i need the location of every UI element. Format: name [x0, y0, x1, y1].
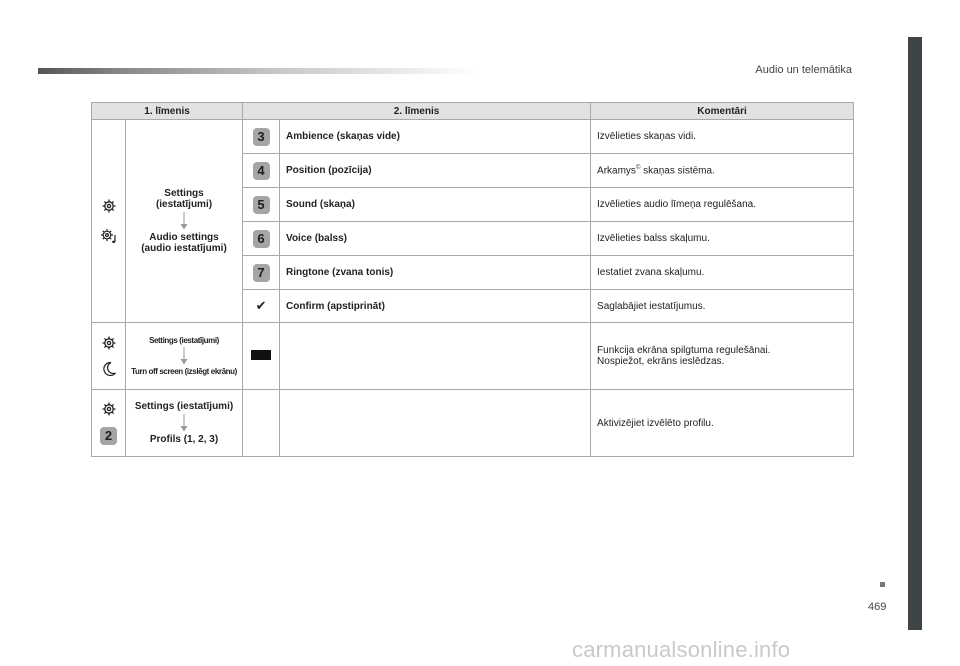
- audio-settings-icon: [100, 228, 118, 244]
- option-comment: Saglabājiet iestatījumus.: [591, 290, 854, 323]
- option-name: Voice (balss): [280, 222, 591, 256]
- level1-settings-label: Settings (iestatījumi): [134, 401, 234, 412]
- level1-icons-cell: [92, 390, 126, 457]
- down-arrow-icon: [180, 347, 188, 365]
- gear-icon: [101, 198, 117, 214]
- table-row: [92, 120, 854, 154]
- option-comment: Izvēlieties audio līmeņa regulēšana.: [591, 188, 854, 222]
- gear-icon: [101, 401, 117, 417]
- down-arrow-icon: [180, 414, 188, 432]
- option-name-empty: [280, 390, 591, 457]
- level1-turn-off-screen-label: Turn off screen (izslēgt ekrānu): [131, 367, 237, 376]
- option-name: Ambience (skaņas vide): [280, 120, 591, 154]
- option-comment: Iestatiet zvana skaļumu.: [591, 256, 854, 290]
- option-comment: Izvēlieties skaņas vidi.: [591, 120, 854, 154]
- gear-icon: [101, 335, 117, 351]
- black-screen-icon: [251, 350, 271, 360]
- section-title: Audio un telemātika: [755, 64, 852, 76]
- option-name: Ringtone (zvana tonis): [280, 256, 591, 290]
- level1-settings-label: Settings (iestatījumi): [149, 336, 219, 345]
- option-name-empty: [280, 323, 591, 390]
- number-badge: 6: [253, 230, 270, 248]
- table-header-row: [92, 103, 854, 120]
- level1-audio-label: Audio settings: [149, 232, 219, 243]
- level1-audio-sublabel: (audio iestatījumi): [141, 243, 227, 254]
- watermark: carmanualsonline.info: [572, 637, 791, 662]
- number-badge: 5: [253, 196, 270, 214]
- option-comment: Arkamys© skaņas sistēma.: [591, 154, 854, 188]
- table-row: [92, 323, 854, 390]
- option-name: Position (pozīcija): [280, 154, 591, 188]
- level1-icons-cell: [92, 120, 126, 323]
- column-header-level1: 1. līmenis: [92, 103, 243, 120]
- settings-table: [91, 102, 854, 457]
- level1-profils-label: Profils (1, 2, 3): [149, 434, 219, 445]
- column-header-comments: Komentāri: [591, 103, 854, 120]
- check-icon: ✔: [255, 298, 267, 313]
- side-tab-bar: [908, 37, 922, 630]
- level1-settings-label: Settings: [164, 188, 204, 199]
- level2-icon-empty: [243, 390, 280, 457]
- down-arrow-icon: [180, 212, 188, 230]
- level1-icons-cell: [92, 323, 126, 390]
- option-comment: Funkcija ekrāna spilgtuma regulešānai. Nospiežot, ekrāns ieslēdzas.: [591, 323, 854, 390]
- option-name: Sound (skaņa): [280, 188, 591, 222]
- level1-text-cell: [126, 390, 243, 457]
- number-badge: 2: [100, 427, 117, 445]
- level1-text-cell: [126, 120, 243, 323]
- number-badge: 3: [253, 128, 270, 146]
- number-badge: 7: [253, 264, 270, 282]
- column-header-level2: 2. līmenis: [243, 103, 591, 120]
- page-number: 469: [868, 601, 887, 613]
- number-badge: 4: [253, 162, 270, 180]
- moon-icon: [101, 361, 117, 377]
- page-marker: [880, 582, 885, 587]
- option-comment: Aktivizējiet izvēlēto profilu.: [591, 390, 854, 457]
- table-row: [92, 390, 854, 457]
- header-gradient-bar: [38, 68, 478, 74]
- option-name: Confirm (apstiprināt): [280, 290, 591, 323]
- level1-settings-sublabel: (iestatījumi): [155, 199, 213, 210]
- option-comment: Izvēlieties balss skaļumu.: [591, 222, 854, 256]
- level1-text-cell: [126, 323, 243, 390]
